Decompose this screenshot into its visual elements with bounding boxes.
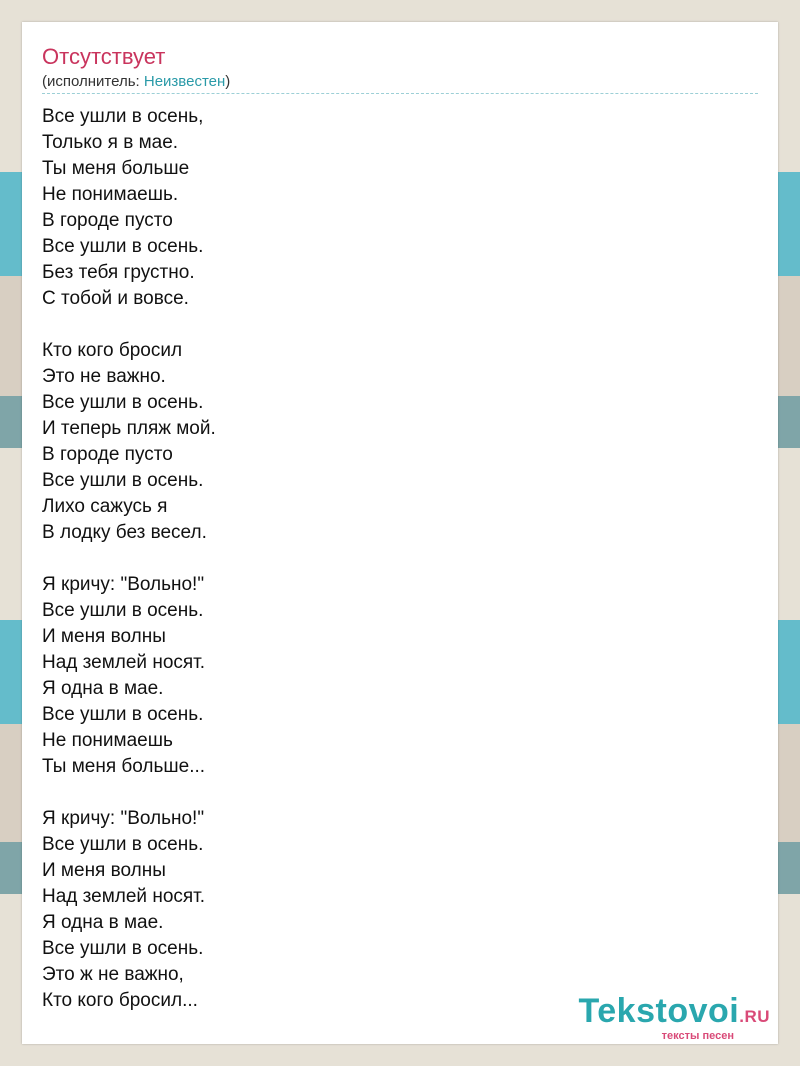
lyric-line: Ты меня больше [42,158,190,179]
title-divider [42,93,758,94]
lyric-line: Кто кого бросил... [42,990,198,1011]
artist-line [42,73,230,91]
lyric-line: В городе пусто [42,210,173,231]
lyric-line: Все ушли в осень. [42,470,204,491]
lyric-line: Не понимаешь [42,730,173,751]
logo-name: Tekstovoi [578,992,740,1030]
lyric-line: Я одна в мае. [42,678,164,699]
lyric-line [42,546,216,572]
lyric-line: С тобой и вовсе. [42,288,189,309]
lyric-line: Я одна в мае. [42,912,164,933]
lyric-line: Ты меня больше... [42,756,206,777]
lyrics-card [22,22,778,1044]
lyrics-text [42,104,216,1014]
lyric-line: Над землей носят. [42,652,206,673]
lyric-line: И меня волны [42,626,166,647]
song-title: Отсутствует [42,44,166,69]
lyric-line: Все ушли в осень. [42,236,204,257]
lyric-line: Только я в мае. [42,132,179,153]
lyric-line: Над землей носят. [42,886,206,907]
lyric-line: Все ушли в осень, [42,106,204,127]
lyric-line: И теперь пляж мой. [42,418,216,439]
artist-link[interactable]: Неизвестен [143,73,226,90]
lyric-line: Кто кого бросил [42,340,183,361]
logo-tagline: тексты песен [661,1030,734,1042]
lyric-line: Это ж не важно, [42,964,184,985]
lyric-line [42,780,216,806]
lyric-line: Все ушли в осень. [42,834,204,855]
artist-suffix: ) [225,73,231,90]
lyric-line: Не понимаешь. [42,184,179,205]
lyric-line: Это не важно. [42,366,166,387]
lyric-line: Все ушли в осень. [42,704,204,725]
lyric-line: В городе пусто [42,444,173,465]
artist-prefix: (исполнитель: [42,73,144,90]
site-logo[interactable] [579,993,770,1042]
lyric-line: Я кричу: "Вольно!" [42,574,205,595]
logo-wordmark [579,993,770,1035]
lyric-line: В лодку без весел. [42,522,207,543]
lyric-line: Без тебя грустно. [42,262,195,283]
lyric-line: Все ушли в осень. [42,600,204,621]
lyric-line: Все ушли в осень. [42,938,204,959]
lyric-line: И меня волны [42,860,166,881]
lyric-line [42,312,216,338]
logo-tld: .RU [739,1007,770,1026]
lyric-line: Лихо сажусь я [42,496,168,517]
lyric-line: Я кричу: "Вольно!" [42,808,205,829]
lyric-line: Все ушли в осень. [42,392,204,413]
